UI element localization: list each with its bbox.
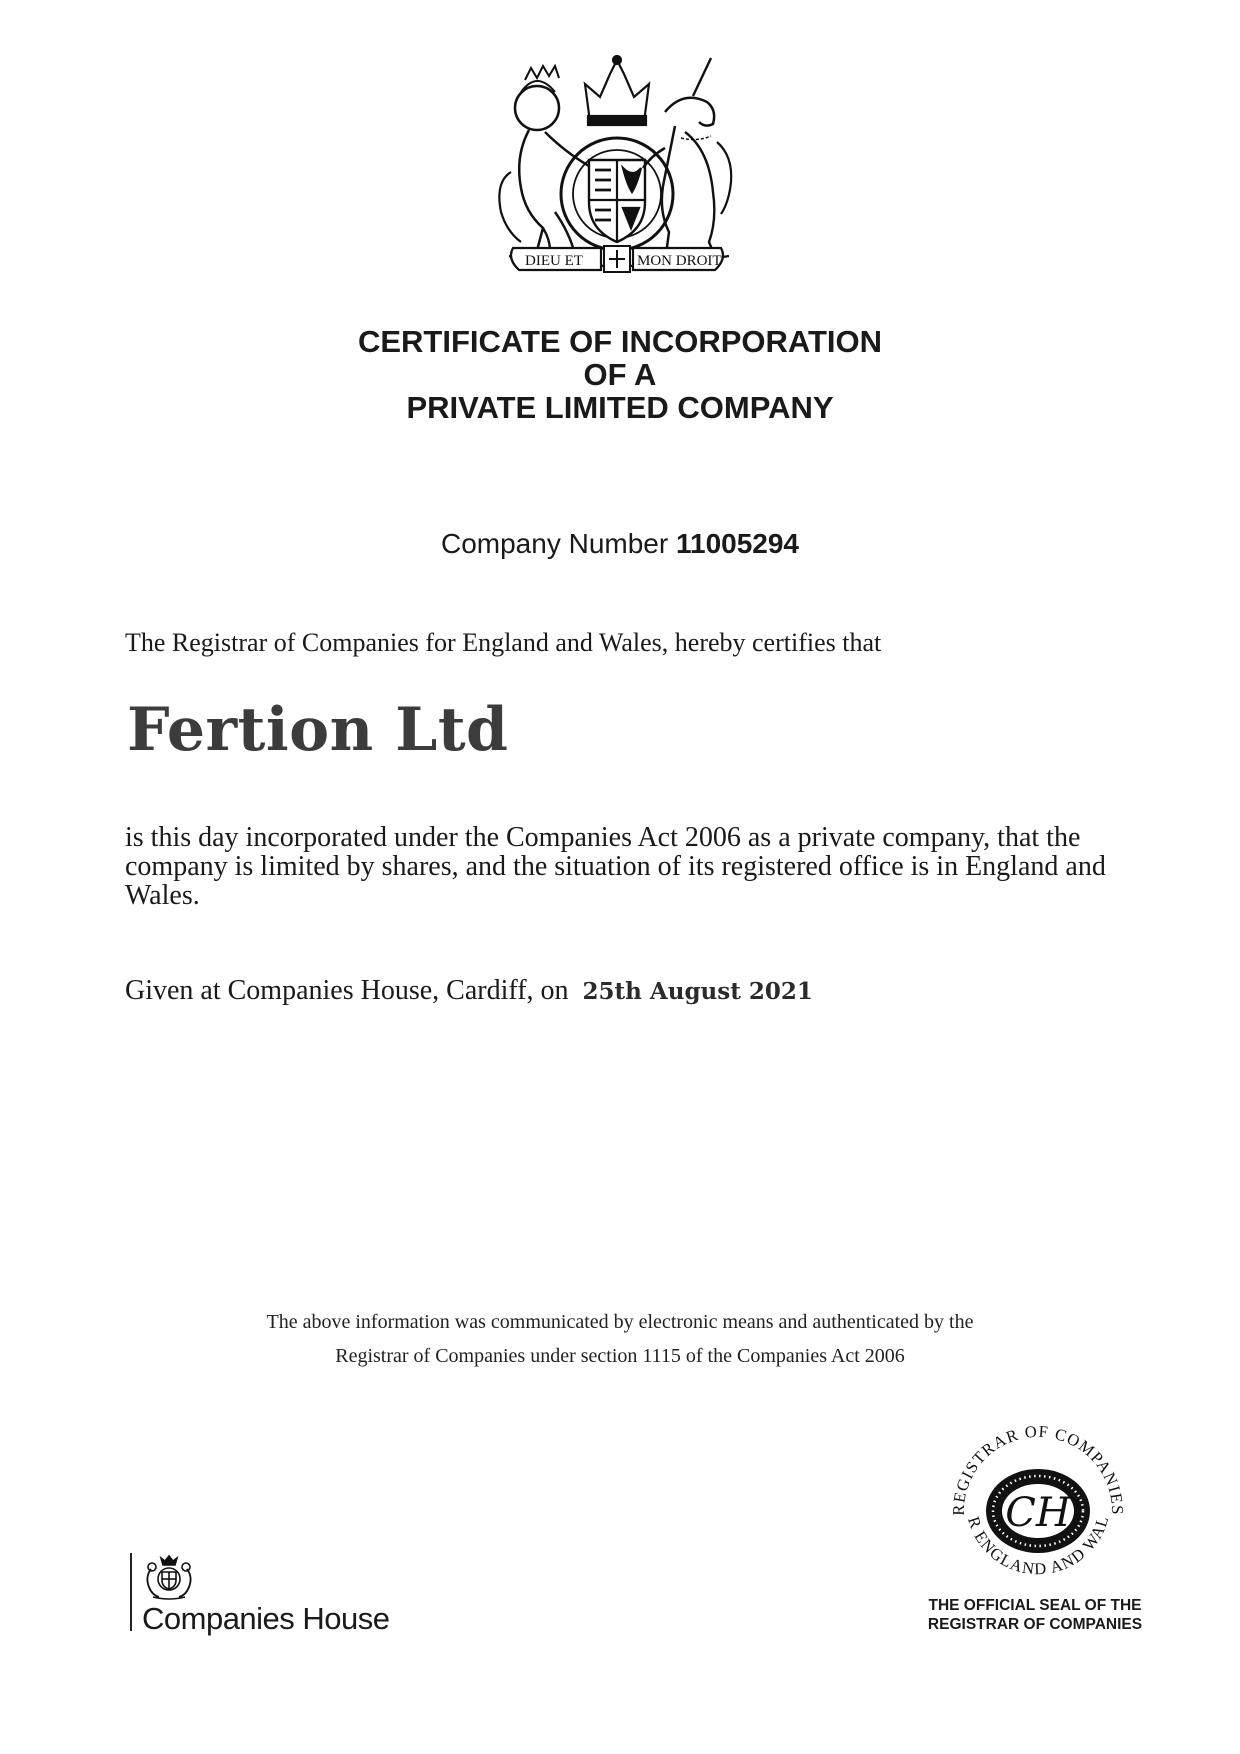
incorporation-date: 25th August 2021 (582, 978, 813, 1005)
royal-coat-of-arms-icon (485, 52, 750, 285)
authentication-note-line-2: Registrar of Companies under section 1115 of the Companies Act 2006 (335, 1345, 905, 1367)
authentication-note-line-1: The above information was communicated by electronic means and authenticated by the (266, 1311, 974, 1333)
seal-caption-line-2: REGISTRAR OF COMPANIES (927, 1616, 1143, 1633)
company-number-value: 11005294 (675, 528, 800, 559)
seal-monogram: CH (1005, 1490, 1071, 1536)
certificate-title-line-1: CERTIFICATE OF INCORPORATION (357, 324, 883, 359)
motto-right: MON DROIT (637, 253, 722, 269)
royal-crest-icon (143, 1555, 195, 1601)
given-at-row (125, 975, 813, 1007)
certificate-title-line-3: PRIVATE LIMITED COMPANY (406, 390, 834, 425)
motto-left: DIEU ET (525, 253, 583, 269)
registrar-statement: The Registrar of Companies for England and Wales, hereby certifies that (125, 628, 882, 657)
seal-top-arc-text: REGISTRAR OF COMPANIES (948, 1421, 1128, 1516)
registrar-seal-icon (940, 1407, 1136, 1603)
seal-caption-line-1: THE OFFICIAL SEAL OF THE (928, 1597, 1142, 1614)
given-at-prefix: Given at Companies House, Cardiff, on (125, 975, 569, 1006)
company-name: Fertion Ltd (127, 695, 509, 765)
company-number-row (0, 528, 1240, 560)
company-number-label: Company Number (440, 528, 669, 559)
incorporation-text: is this day incorporated under the Companies Act 2006 as a private company, that the company is limited by shares, and the situation of its registered office is in England and Wales. (125, 822, 1106, 911)
seal-bottom-arc-text: R ENGLAND AND WAL (963, 1512, 1113, 1579)
certificate-title-line-2: OF A (583, 357, 657, 392)
companies-house-logo-text: Companies House (142, 1601, 390, 1636)
logo-divider (130, 1553, 132, 1631)
